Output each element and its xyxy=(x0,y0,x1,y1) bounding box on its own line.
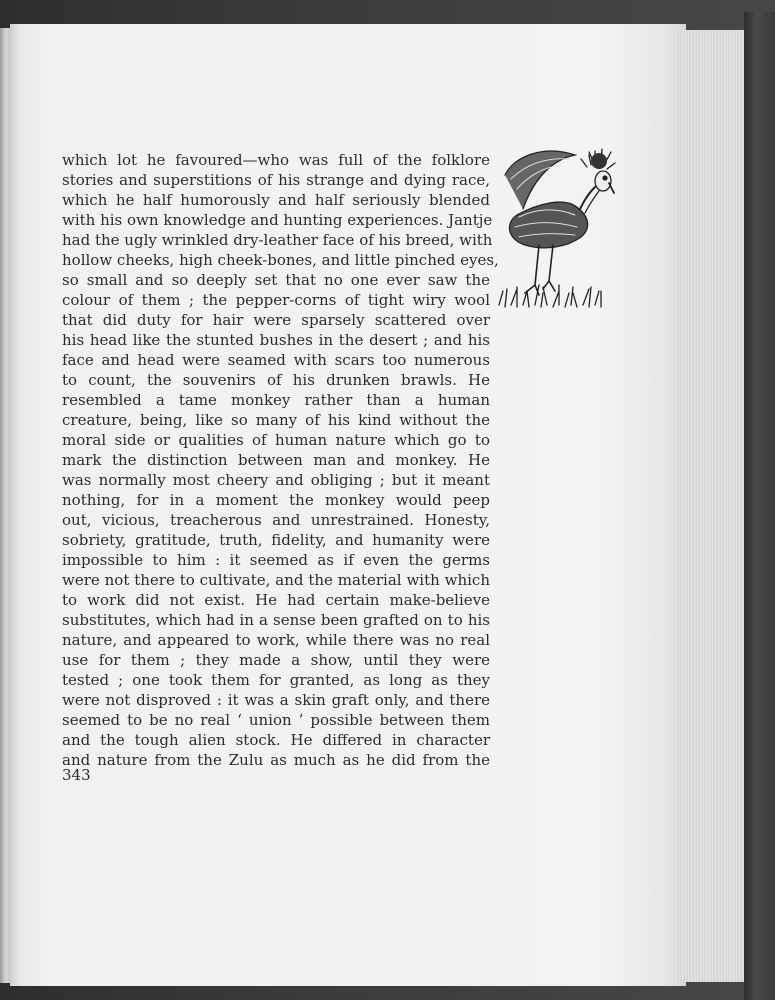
body-text xyxy=(62,150,499,770)
text-line: to work did not exist. He had certain make-believe xyxy=(62,591,490,609)
text-line: stories and superstitions of his strange and dying race, xyxy=(62,171,490,189)
text-line: his head like the stunted bushes in the desert ; and his xyxy=(62,331,490,349)
text-line: that did duty for hair were sparsely scattered over xyxy=(62,311,490,329)
text-line: so small and so deeply set that no one ever saw the xyxy=(62,271,490,289)
text-line: was normally most cheery and obliging ; but it meant xyxy=(62,471,490,489)
text-line: and the tough alien stock. He differed in character xyxy=(62,731,490,749)
text-line: nothing, for in a moment the monkey would peep xyxy=(62,491,490,509)
text-line: creature, being, like so many of his kind without the xyxy=(62,411,490,429)
text-line: which he half humorously and half seriously blended xyxy=(62,191,490,209)
crowned-crane-illustration xyxy=(495,135,625,315)
text-line: resembled a tame monkey rather than a human xyxy=(62,391,490,409)
book-cover-edge xyxy=(744,12,775,1000)
text-line: out, vicious, treacherous and unrestrained. Honesty, xyxy=(62,511,490,529)
facing-page-edge xyxy=(0,28,10,983)
text-line: nature, and appeared to work, while there was no real xyxy=(62,631,490,649)
text-line: face and head were seamed with scars too numerous xyxy=(62,351,490,369)
text-line: seemed to be no real ‘ union ’ possible between them xyxy=(62,711,490,729)
page-edges xyxy=(676,30,746,982)
text-line: sobriety, gratitude, truth, fidelity, and humanity were xyxy=(62,531,490,549)
text-line: tested ; one took them for granted, as long as they xyxy=(62,671,490,689)
text-line: colour of them ; the pepper-corns of tight wiry wool xyxy=(62,291,490,309)
text-line: use for them ; they made a show, until they were xyxy=(62,651,490,669)
text-line: were not disproved : it was a skin graft only, and there xyxy=(62,691,490,709)
text-line: impossible to him : it seemed as if even the germs xyxy=(62,551,490,569)
text-line: with his own knowledge and hunting experiences. Jantje xyxy=(62,211,493,229)
text-line: and nature from the Zulu as much as he did from the xyxy=(62,751,490,769)
text-line: substitutes, which had in a sense been grafted on to his xyxy=(62,611,490,629)
page-number: 343 xyxy=(62,766,91,784)
text-line: had the ugly wrinkled dry-leather face of his breed, with xyxy=(62,231,493,249)
text-line: hollow cheeks, high cheek-bones, and little pinched eyes, xyxy=(62,251,499,269)
text-line: to count, the souvenirs of his drunken brawls. He xyxy=(62,371,490,389)
text-line: moral side or qualities of human nature which go to xyxy=(62,431,490,449)
text-line: which lot he favoured—who was full of the folklore xyxy=(62,151,490,169)
text-line: mark the distinction between man and monkey. He xyxy=(62,451,490,469)
text-line: were not there to cultivate, and the material with which xyxy=(62,571,490,589)
